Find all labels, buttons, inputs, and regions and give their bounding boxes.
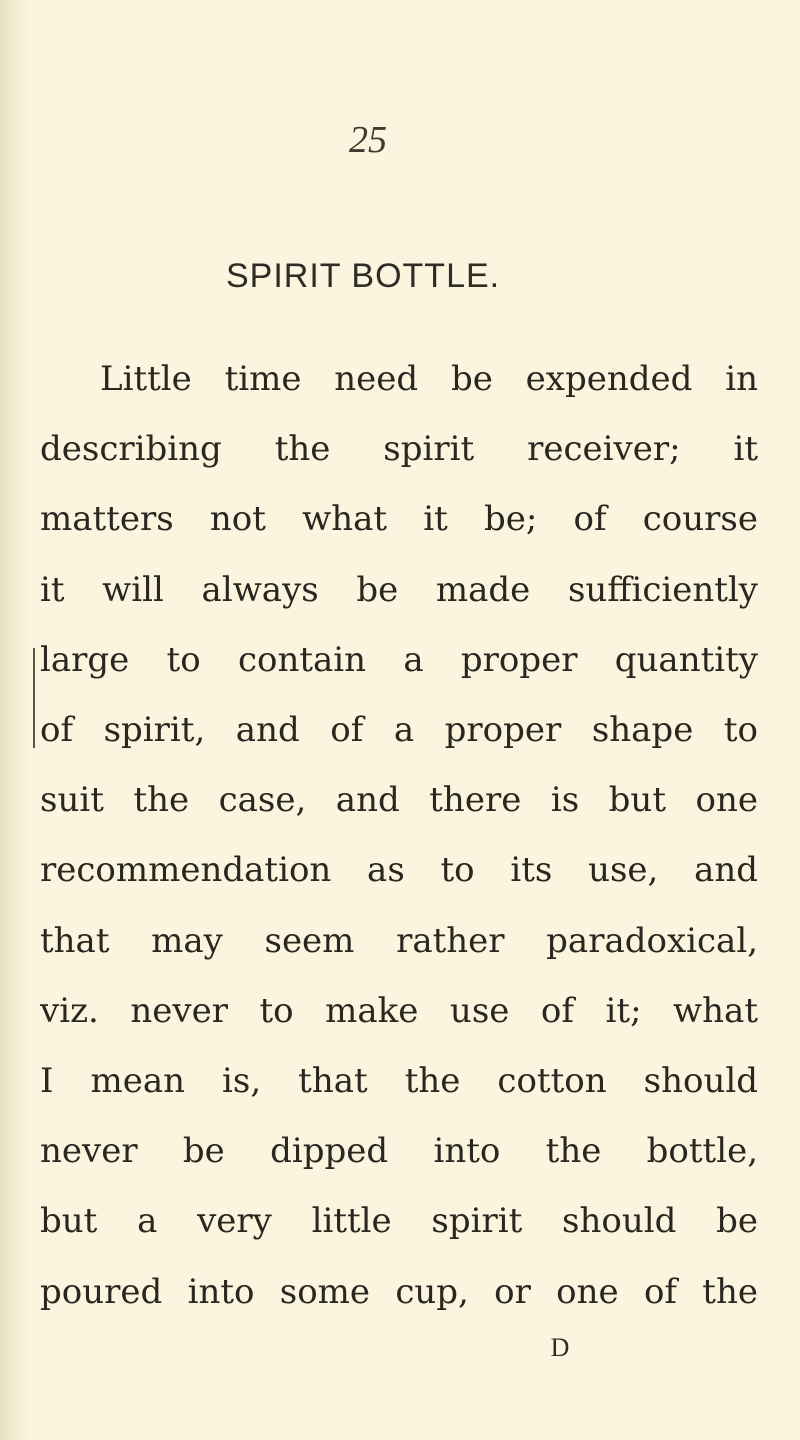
- text-line: of spirit, and of a proper shape to: [40, 710, 758, 751]
- page-number: 25: [349, 119, 387, 161]
- text-line: I mean is, that the cotton should: [40, 1061, 758, 1102]
- page-gutter: [0, 0, 28, 1440]
- text-line: that may seem rather paradoxical,: [40, 920, 758, 961]
- text-line: Little time need be expended in: [100, 359, 758, 399]
- text-line: recommendation as to its use, and: [40, 850, 758, 891]
- text-line: but a very little spirit should be: [40, 1201, 758, 1242]
- text-line: never be dipped into the bottle,: [40, 1131, 758, 1172]
- text-line: suit the case, and there is but one: [40, 780, 758, 821]
- text-line: large to contain a proper quantity: [40, 639, 758, 680]
- text-line: poured into some cup, or one of the: [40, 1271, 758, 1312]
- text-line: it will always be made sufficiently: [40, 569, 758, 610]
- margin-rule: [33, 648, 35, 748]
- signature-mark: D: [550, 1333, 570, 1362]
- text-line: viz. never to make use of it; what: [40, 990, 758, 1031]
- section-title: SPIRIT BOTTLE.: [226, 257, 501, 295]
- text-line: describing the spirit receiver; it: [40, 429, 758, 470]
- body-text: [40, 344, 758, 1327]
- text-line: matters not what it be; of course: [40, 499, 758, 540]
